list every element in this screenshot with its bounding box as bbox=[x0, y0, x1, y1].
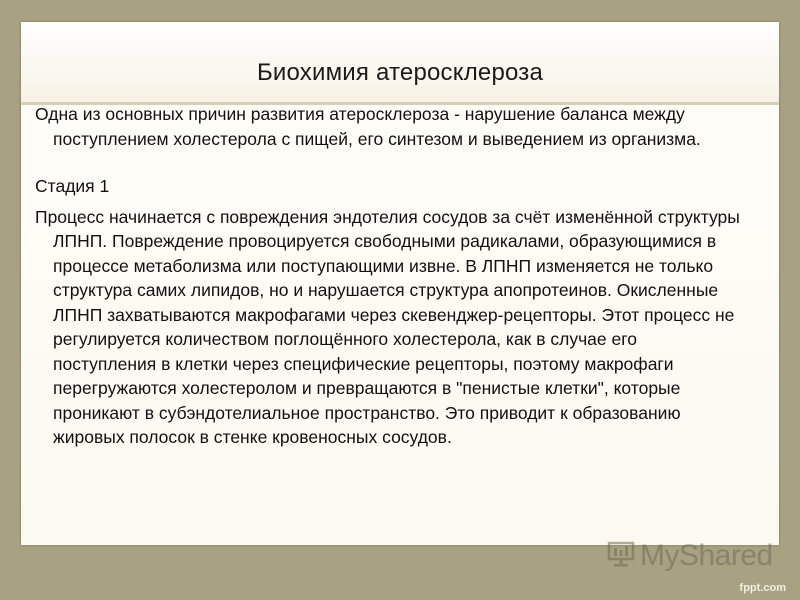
intro-paragraph: Одна из основных причин развития атеросклероза - нарушение баланса между поступлением холестерола с пищей, его синтезом и выведением из организма. bbox=[35, 104, 701, 149]
stage-paragraph: Процесс начинается с повреждения эндотелия сосудов за счёт изменённой структуры ЛПНП. Повреждение провоцируется свободными радикалами, образующимися в процессе метаболизма или поступающими извне. В ЛПНП изменяется не только структура самих липидов, но и нарушается структура апопротеинов. Окисленные ЛПНП захватываются макрофагами через скевенджер-рецепторы. Этот процесс не регулируется количеством поглощённого холестерола, как в случае его поступления в клетки через специфические рецепторы, поэтому макрофаги перегружаются холестеролом и превращаются в "пенистые клетки", которые проникают в субэндотелиальное пространство. Это приводит к образованию жировых полосок в стенке кровеносных сосудов. bbox=[35, 206, 740, 447]
spacer bbox=[35, 151, 745, 174]
myshared-watermark bbox=[606, 536, 773, 576]
watermark-logo-text: MyShared bbox=[640, 539, 773, 572]
stage-heading: Стадия 1 bbox=[35, 176, 110, 196]
slide-title: Биохимия атеросклероза bbox=[256, 59, 544, 86]
slide-body bbox=[35, 102, 745, 450]
site-credit: fppt.com bbox=[739, 582, 786, 594]
presentation-board-icon bbox=[606, 539, 636, 574]
title-band bbox=[21, 22, 779, 105]
